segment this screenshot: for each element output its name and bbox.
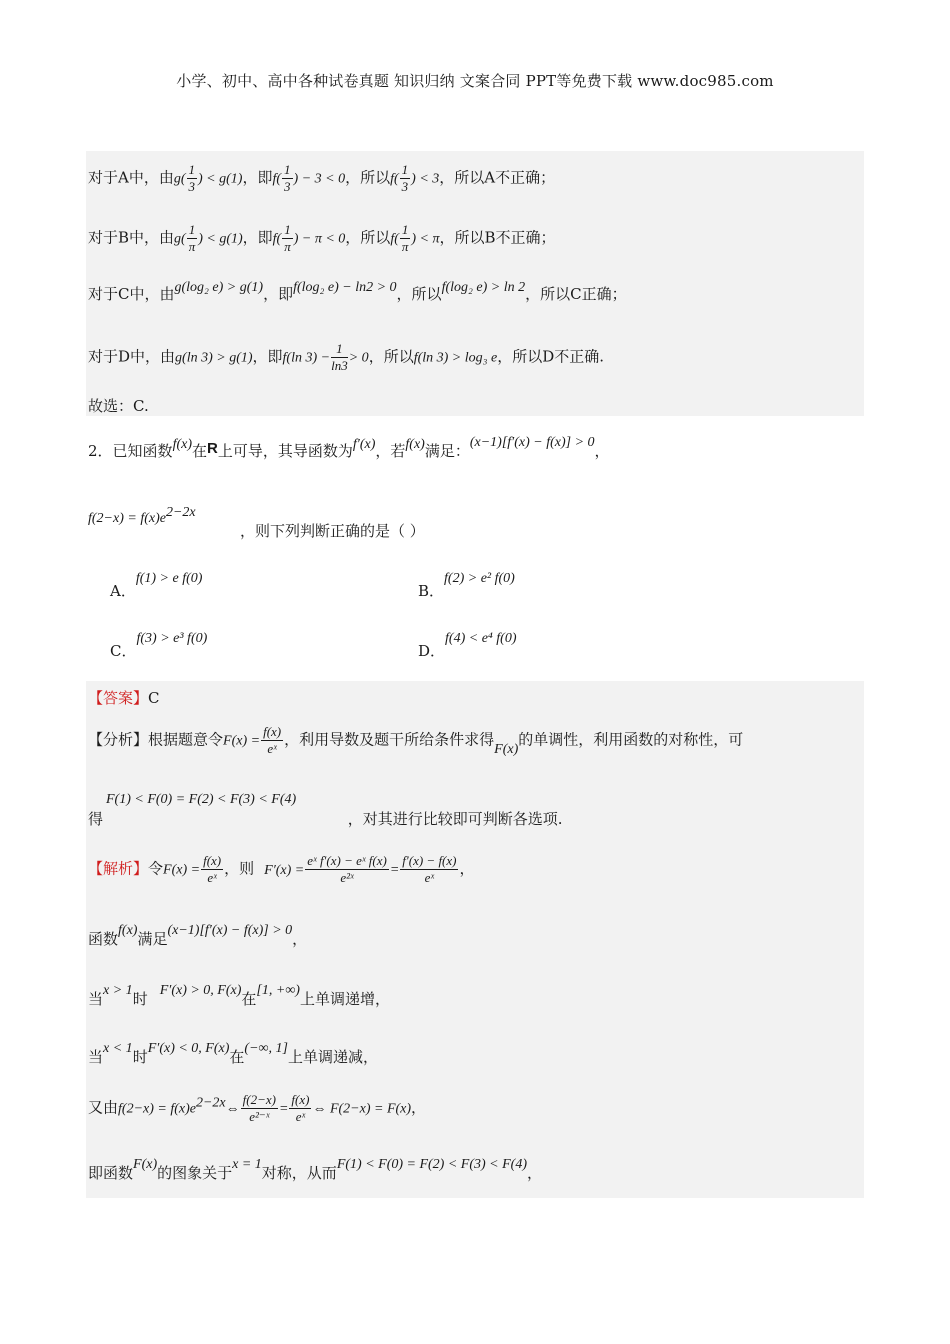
text: 满足： — [424, 442, 470, 460]
option-d[interactable] — [418, 626, 517, 660]
option-math: f(3) > e³ f(0) — [136, 631, 208, 646]
math: ⇔ F(2−x) = F(x) — [312, 1101, 412, 1117]
math: ) − π < 0 — [293, 231, 346, 247]
math: f(log₂ e) > ln 2 — [441, 280, 526, 295]
text: ，所以C正确； — [525, 285, 627, 303]
option-a-analysis — [88, 162, 555, 195]
option-b[interactable] — [418, 566, 515, 600]
math: F′(x) > 0, F(x) — [159, 983, 242, 998]
denominator: π — [284, 239, 291, 254]
denominator: e²ˣ — [340, 870, 354, 885]
text: 的图象关于 — [157, 1164, 233, 1182]
option-label: D． — [418, 642, 446, 660]
option-math: f(1) > e f(0) — [135, 571, 203, 586]
denominator: ln3 — [331, 358, 348, 373]
question-2-line2 — [88, 505, 196, 527]
solution-tag: 【解析】 — [88, 859, 149, 878]
numerator: eˣ f′(x) − eˣ f(x) — [307, 853, 387, 868]
text: ， — [594, 442, 610, 460]
text: 令 — [148, 859, 164, 878]
math: x = 1 — [232, 1157, 262, 1172]
text: ，利用导数及题干所给条件求得 — [284, 730, 495, 749]
math: F(x) — [494, 741, 519, 757]
denominator: 3 — [188, 179, 196, 194]
math: g( — [174, 231, 186, 247]
text: ，所以D不正确. — [497, 347, 605, 366]
fraction — [282, 222, 293, 255]
math: f(x) — [405, 437, 425, 452]
numerator: f(2−x) — [242, 1092, 276, 1107]
question-2-prompt: ，则下列判断正确的是（ ） — [240, 522, 425, 540]
fraction — [400, 853, 458, 886]
math: g(ln 3) > g(1) — [175, 350, 253, 366]
text: ，则 — [224, 859, 255, 878]
text: ，所以 — [368, 347, 414, 366]
denominator: e²⁻ˣ — [249, 1109, 270, 1124]
answer-value: C — [148, 689, 160, 707]
math: ) < 3 — [411, 171, 440, 187]
numerator: 1 — [284, 162, 291, 177]
text: 又由 — [88, 1098, 119, 1117]
fraction — [282, 162, 293, 195]
page-header: 小学、初中、高中各种试卷真题 知识归纳 文案合同 PPT等免费下载 www.doc985.com — [176, 72, 774, 90]
analysis-line-1 — [88, 724, 743, 757]
text: ， — [526, 1164, 542, 1182]
denominator: eˣ — [424, 870, 435, 885]
option-a[interactable] — [110, 566, 203, 600]
denominator: eˣ — [207, 870, 217, 885]
text: 上单调递增， — [299, 990, 390, 1008]
text: ，对其进行比较即可判断各选项. — [347, 810, 563, 828]
text: 得 — [88, 810, 104, 828]
solution-line-5 — [88, 1092, 426, 1125]
text: ， — [459, 859, 475, 878]
analysis-tag: 【分析】 — [88, 730, 149, 749]
math: ) < g(1) — [198, 231, 243, 247]
denominator: eˣ — [267, 741, 277, 756]
math: ⇔ — [225, 1101, 240, 1117]
fraction — [187, 222, 198, 255]
text: ，所以 — [345, 228, 391, 247]
text: 当 — [88, 1048, 104, 1066]
numerator: f′(x) − f(x) — [402, 853, 457, 868]
numerator: f(x) — [263, 724, 282, 739]
math: [1, +∞) — [256, 983, 300, 998]
denominator: π — [188, 239, 196, 254]
prev-conclusion: 故选：C. — [88, 397, 149, 415]
math: F(x) = — [163, 862, 201, 878]
text: ，即 — [263, 285, 294, 303]
numerator: 1 — [401, 162, 409, 177]
fraction — [305, 853, 389, 886]
text: 对于C中，由 — [88, 285, 175, 303]
math: (−∞, 1] — [244, 1041, 288, 1056]
text: 即函数 — [88, 1164, 134, 1182]
denominator: π — [401, 239, 409, 254]
math: F(1) < F(0) = F(2) < F(3) < F(4) — [106, 792, 297, 807]
math: = — [278, 1101, 289, 1117]
denominator: 3 — [284, 179, 291, 194]
text: ，所以 — [396, 285, 442, 303]
answer-tag: 【答案】 — [88, 689, 149, 707]
text: 上单调递减， — [287, 1048, 378, 1066]
question-2-stem — [88, 435, 610, 461]
text: 在 — [229, 1048, 245, 1066]
numerator: 1 — [188, 222, 196, 237]
fraction — [201, 853, 223, 886]
math: f(x) — [118, 923, 138, 938]
text: 根据题意令 — [148, 730, 224, 749]
denominator: 3 — [401, 179, 409, 194]
fraction — [289, 1092, 311, 1125]
text: 时 — [132, 1048, 148, 1066]
numerator: f(x) — [203, 853, 222, 868]
text: 已知函数 — [112, 442, 173, 460]
math: F(x) = — [223, 733, 261, 749]
analysis-line-2 — [88, 792, 563, 828]
fraction — [187, 162, 198, 195]
text: 当 — [88, 990, 104, 1008]
text: 满足 — [137, 930, 168, 948]
numerator: 1 — [401, 222, 409, 237]
math: ) − 3 < 0 — [293, 171, 346, 187]
option-b-analysis — [88, 222, 556, 255]
solution-line-6 — [88, 1152, 542, 1182]
math: f( — [390, 231, 399, 247]
math: F′(x) < 0, F(x) — [147, 1041, 230, 1056]
text: 在 — [241, 990, 257, 1008]
math: f(ln 3) > log₃ e — [413, 350, 498, 366]
numerator: f(x) — [291, 1092, 310, 1107]
solution-line-4 — [88, 1036, 378, 1066]
text: 上可导，其导函数为 — [217, 442, 353, 460]
text: 在 — [192, 442, 208, 460]
text: ，所以 — [345, 168, 391, 187]
math: x > 1 — [103, 983, 133, 998]
solution-line-2 — [88, 918, 308, 948]
solution-line-1 — [88, 853, 475, 886]
text: 的单调性，利用函数的对称性，可 — [518, 730, 744, 749]
answer-line — [88, 687, 160, 708]
math: g( — [173, 171, 186, 187]
math: g(log₂ e) > g(1) — [174, 280, 264, 295]
fraction — [261, 724, 283, 757]
math: F′(x) = — [264, 862, 305, 878]
math: f(ln 3) − — [282, 350, 331, 366]
math: R — [207, 440, 218, 457]
math: f(log₂ e) − ln2 > 0 — [293, 280, 397, 295]
solution-line-3 — [88, 978, 390, 1008]
math: x < 1 — [103, 1041, 133, 1056]
option-label: B． — [418, 582, 445, 600]
math: (x−1)[f′(x) − f(x)] > 0 — [167, 923, 293, 938]
math-superscript: 2−2x — [195, 1095, 226, 1111]
math: f′(x) — [352, 437, 376, 452]
math: (x−1)[f′(x) − f(x)] > 0 — [469, 435, 595, 450]
denominator: eˣ — [295, 1109, 306, 1124]
fraction — [331, 341, 348, 374]
numerator: 1 — [188, 162, 196, 177]
option-c-analysis — [88, 280, 627, 304]
numerator: 1 — [331, 341, 348, 358]
math: ) < g(1) — [198, 171, 243, 187]
text: ，即 — [252, 347, 283, 366]
math: = — [389, 862, 400, 878]
numerator: 1 — [284, 222, 291, 237]
fraction — [241, 1092, 278, 1125]
option-label: C． — [110, 642, 137, 660]
math: f( — [390, 171, 399, 187]
text: ，所以A不正确； — [439, 168, 556, 187]
math: f(x) — [172, 437, 192, 452]
math: f(2−x) = f(x)e — [118, 1101, 196, 1117]
question-number: 2． — [88, 442, 113, 460]
math: f( — [272, 171, 282, 187]
math: F(1) < F(0) = F(2) < F(3) < F(4) — [336, 1157, 527, 1172]
option-label: A． — [110, 582, 136, 600]
text: 对于D中，由 — [88, 347, 176, 366]
text: 对称，从而 — [261, 1164, 337, 1182]
option-d-analysis — [88, 341, 604, 374]
text: ， — [292, 930, 308, 948]
text: ，若 — [375, 442, 406, 460]
math: f( — [272, 231, 282, 247]
option-math: f(2) > e² f(0) — [444, 571, 515, 586]
math: f(2−x) = f(x)e — [88, 511, 166, 526]
math: F(x) — [133, 1157, 158, 1172]
text: ，所以B不正确； — [439, 228, 556, 247]
math-superscript: 2−2x — [165, 505, 196, 520]
text: ， — [411, 1098, 427, 1117]
text: 函数 — [88, 930, 119, 948]
fraction — [400, 222, 411, 255]
text: 时 — [132, 990, 148, 1008]
option-math: f(4) < e⁴ f(0) — [445, 631, 517, 646]
math: > 0 — [348, 350, 369, 366]
option-c[interactable] — [110, 626, 208, 660]
text: ，即 — [242, 168, 273, 187]
fraction — [400, 162, 411, 195]
math: ) < π — [411, 231, 440, 247]
text: 对于B中，由 — [88, 228, 175, 247]
text: 对于A中，由 — [88, 168, 174, 187]
text: ，即 — [242, 228, 273, 247]
